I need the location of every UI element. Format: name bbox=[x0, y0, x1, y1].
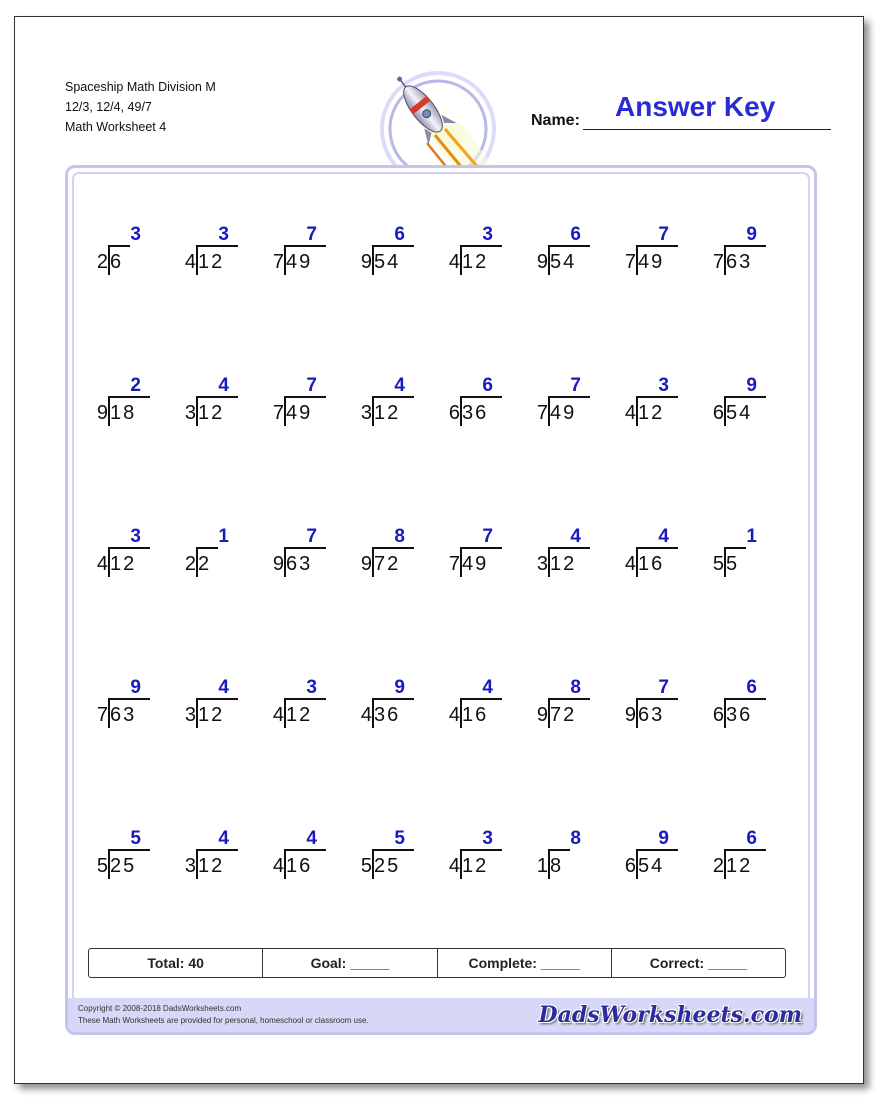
quotient-answer: 7 bbox=[658, 677, 670, 698]
divisor: 7 bbox=[96, 704, 108, 726]
quotient-answer: 7 bbox=[306, 224, 318, 245]
quotient-answer: 4 bbox=[218, 375, 230, 396]
divisor: 7 bbox=[536, 402, 548, 424]
dividend: 36 bbox=[726, 704, 753, 726]
dividend: 12 bbox=[374, 402, 401, 424]
division-problem bbox=[258, 828, 328, 888]
problem-grid bbox=[68, 168, 814, 1032]
quotient-answer: 7 bbox=[306, 375, 318, 396]
divisor: 4 bbox=[272, 855, 284, 877]
quotient-answer: 3 bbox=[658, 375, 670, 396]
division-problem bbox=[434, 828, 504, 888]
dividend: 25 bbox=[374, 855, 401, 877]
division-problem bbox=[346, 224, 416, 284]
dividend: 12 bbox=[286, 704, 313, 726]
quotient-answer: 7 bbox=[658, 224, 670, 245]
division-problem bbox=[610, 677, 680, 737]
quotient-answer: 6 bbox=[746, 828, 758, 849]
score-bar bbox=[88, 948, 786, 978]
dividend: 2 bbox=[198, 553, 212, 575]
quotient-answer: 3 bbox=[482, 828, 494, 849]
divisor: 6 bbox=[448, 402, 460, 424]
quotient-answer: 4 bbox=[570, 526, 582, 547]
quotient-answer: 4 bbox=[482, 677, 494, 698]
division-problem bbox=[434, 375, 504, 435]
division-problem bbox=[170, 828, 240, 888]
divisor: 2 bbox=[712, 855, 724, 877]
division-problem bbox=[82, 828, 152, 888]
dividend: 49 bbox=[286, 402, 313, 424]
division-problem bbox=[522, 828, 592, 888]
dividend: 49 bbox=[638, 251, 665, 273]
quotient-answer: 8 bbox=[394, 526, 406, 547]
quotient-answer: 9 bbox=[658, 828, 670, 849]
dividend: 5 bbox=[726, 553, 740, 575]
dividend: 12 bbox=[638, 402, 665, 424]
divisor: 4 bbox=[448, 251, 460, 273]
division-problem bbox=[698, 224, 768, 284]
divisor: 9 bbox=[536, 704, 548, 726]
divisor: 7 bbox=[272, 251, 284, 273]
quotient-answer: 3 bbox=[306, 677, 318, 698]
divisor: 9 bbox=[360, 553, 372, 575]
division-problem bbox=[258, 224, 328, 284]
quotient-answer: 6 bbox=[570, 224, 582, 245]
divisor: 3 bbox=[184, 402, 196, 424]
dividend: 25 bbox=[110, 855, 137, 877]
division-problem bbox=[698, 828, 768, 888]
quotient-answer: 8 bbox=[570, 677, 582, 698]
division-problem bbox=[610, 375, 680, 435]
divisor: 7 bbox=[624, 251, 636, 273]
division-problem bbox=[82, 677, 152, 737]
dividend: 12 bbox=[198, 402, 225, 424]
divisor: 9 bbox=[536, 251, 548, 273]
divisor: 2 bbox=[96, 251, 108, 273]
quotient-answer: 7 bbox=[482, 526, 494, 547]
divisor: 4 bbox=[624, 402, 636, 424]
divisor: 9 bbox=[360, 251, 372, 273]
usage-notice: These Math Worksheets are provided for personal, homeschool or classroom use. bbox=[78, 1016, 369, 1025]
divisor: 1 bbox=[536, 855, 548, 877]
quotient-answer: 5 bbox=[394, 828, 406, 849]
quotient-answer: 6 bbox=[746, 677, 758, 698]
quotient-answer: 9 bbox=[130, 677, 142, 698]
division-problem bbox=[170, 677, 240, 737]
dividend: 49 bbox=[462, 553, 489, 575]
quotient-answer: 4 bbox=[658, 526, 670, 547]
divisor: 3 bbox=[360, 402, 372, 424]
quotient-answer: 6 bbox=[482, 375, 494, 396]
division-problem bbox=[522, 375, 592, 435]
dividend: 6 bbox=[110, 251, 124, 273]
site-logo: DadsWorksheets.com bbox=[538, 1002, 802, 1028]
dividend: 72 bbox=[374, 553, 401, 575]
dividend: 63 bbox=[726, 251, 753, 273]
quotient-answer: 7 bbox=[306, 526, 318, 547]
dividend: 12 bbox=[550, 553, 577, 575]
divisor: 6 bbox=[712, 704, 724, 726]
division-problem bbox=[258, 375, 328, 435]
divisor: 7 bbox=[712, 251, 724, 273]
dividend: 54 bbox=[638, 855, 665, 877]
divisor: 5 bbox=[360, 855, 372, 877]
division-problem bbox=[82, 526, 152, 586]
problem-frame bbox=[65, 165, 817, 1035]
divisor: 5 bbox=[712, 553, 724, 575]
dividend: 36 bbox=[462, 402, 489, 424]
quotient-answer: 1 bbox=[746, 526, 758, 547]
quotient-answer: 4 bbox=[394, 375, 406, 396]
worksheet-header bbox=[65, 77, 216, 137]
quotient-answer: 4 bbox=[218, 677, 230, 698]
divisor: 9 bbox=[96, 402, 108, 424]
worksheet-page bbox=[14, 16, 864, 1084]
dividend: 12 bbox=[462, 855, 489, 877]
worksheet-title: Spaceship Math Division M bbox=[65, 80, 216, 94]
divisor: 4 bbox=[624, 553, 636, 575]
footer-bar bbox=[68, 998, 814, 1032]
dividend: 16 bbox=[286, 855, 313, 877]
dividend: 12 bbox=[198, 251, 225, 273]
quotient-answer: 9 bbox=[746, 224, 758, 245]
division-problem bbox=[522, 677, 592, 737]
division-problem bbox=[434, 677, 504, 737]
division-problem bbox=[258, 526, 328, 586]
dividend: 36 bbox=[374, 704, 401, 726]
name-line bbox=[583, 129, 831, 130]
division-problem bbox=[258, 677, 328, 737]
divisor: 4 bbox=[448, 855, 460, 877]
dividend: 63 bbox=[110, 704, 137, 726]
quotient-answer: 5 bbox=[130, 828, 142, 849]
quotient-answer: 2 bbox=[130, 375, 142, 396]
division-problem bbox=[346, 526, 416, 586]
divisor: 4 bbox=[184, 251, 196, 273]
dividend: 12 bbox=[110, 553, 137, 575]
divisor: 6 bbox=[624, 855, 636, 877]
dividend: 16 bbox=[462, 704, 489, 726]
division-problem bbox=[170, 224, 240, 284]
divisor: 3 bbox=[184, 855, 196, 877]
dividend: 54 bbox=[374, 251, 401, 273]
division-problem bbox=[434, 224, 504, 284]
division-problem bbox=[610, 224, 680, 284]
divisor: 7 bbox=[272, 402, 284, 424]
score-total: Total: 40 bbox=[89, 949, 263, 977]
quotient-answer: 4 bbox=[306, 828, 318, 849]
quotient-answer: 7 bbox=[570, 375, 582, 396]
division-problem bbox=[170, 526, 240, 586]
score-correct: Correct: _____ bbox=[649, 955, 748, 971]
dividend: 12 bbox=[198, 704, 225, 726]
dividend: 54 bbox=[726, 402, 753, 424]
copyright-line: Copyright © 2008-2018 DadsWorksheets.com bbox=[78, 1004, 242, 1013]
dividend: 49 bbox=[286, 251, 313, 273]
dividend: 54 bbox=[550, 251, 577, 273]
divisor: 2 bbox=[184, 553, 196, 575]
division-problem bbox=[82, 375, 152, 435]
quotient-answer: 6 bbox=[394, 224, 406, 245]
dividend: 12 bbox=[462, 251, 489, 273]
quotient-answer: 3 bbox=[130, 224, 142, 245]
dividend: 16 bbox=[638, 553, 665, 575]
dividend: 72 bbox=[550, 704, 577, 726]
quotient-answer: 3 bbox=[482, 224, 494, 245]
copyright-text bbox=[78, 1003, 369, 1027]
dividend: 12 bbox=[198, 855, 225, 877]
dividend: 8 bbox=[550, 855, 564, 877]
division-problem bbox=[522, 526, 592, 586]
divisor: 9 bbox=[624, 704, 636, 726]
divisor: 9 bbox=[272, 553, 284, 575]
score-complete: Complete: _____ bbox=[438, 949, 612, 977]
dividend: 12 bbox=[726, 855, 753, 877]
divisor: 4 bbox=[360, 704, 372, 726]
quotient-answer: 9 bbox=[746, 375, 758, 396]
division-problem bbox=[346, 828, 416, 888]
quotient-answer: 8 bbox=[570, 828, 582, 849]
division-problem bbox=[82, 224, 152, 284]
division-problem bbox=[698, 375, 768, 435]
divisor: 3 bbox=[184, 704, 196, 726]
dividend: 63 bbox=[638, 704, 665, 726]
dividend: 63 bbox=[286, 553, 313, 575]
answer-key-label: Answer Key bbox=[615, 91, 776, 122]
division-problem bbox=[346, 677, 416, 737]
division-problem bbox=[434, 526, 504, 586]
division-problem bbox=[346, 375, 416, 435]
division-problem bbox=[698, 526, 768, 586]
quotient-answer: 4 bbox=[218, 828, 230, 849]
divisor: 6 bbox=[712, 402, 724, 424]
divisor: 5 bbox=[96, 855, 108, 877]
worksheet-facts: 12/3, 12/4, 49/7 bbox=[65, 100, 152, 114]
division-problem bbox=[610, 828, 680, 888]
quotient-answer: 3 bbox=[130, 526, 142, 547]
division-problem bbox=[610, 526, 680, 586]
quotient-answer: 9 bbox=[394, 677, 406, 698]
worksheet-number: Math Worksheet 4 bbox=[65, 120, 167, 134]
divisor: 7 bbox=[448, 553, 460, 575]
name-label: Name: bbox=[531, 112, 580, 129]
division-problem bbox=[170, 375, 240, 435]
division-problem bbox=[698, 677, 768, 737]
dividend: 49 bbox=[550, 402, 577, 424]
division-problem bbox=[522, 224, 592, 284]
quotient-answer: 3 bbox=[218, 224, 230, 245]
score-goal: Goal: _____ bbox=[263, 949, 437, 977]
dividend: 18 bbox=[110, 402, 137, 424]
divisor: 4 bbox=[96, 553, 108, 575]
divisor: 3 bbox=[536, 553, 548, 575]
quotient-answer: 1 bbox=[218, 526, 230, 547]
divisor: 4 bbox=[272, 704, 284, 726]
divisor: 4 bbox=[448, 704, 460, 726]
